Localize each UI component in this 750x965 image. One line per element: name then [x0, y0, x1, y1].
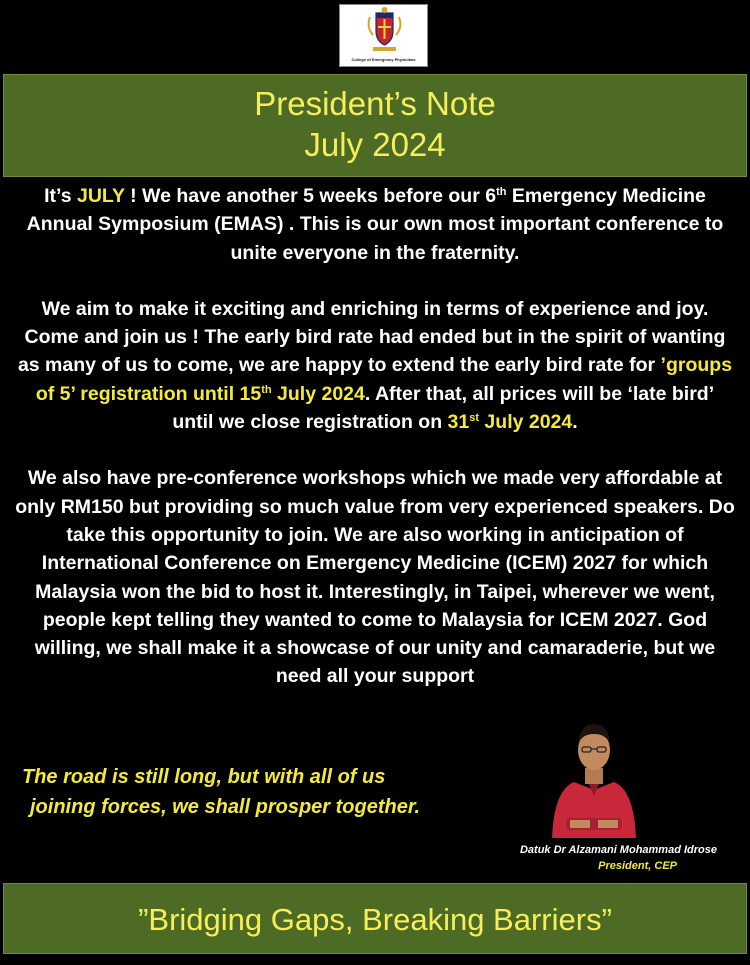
page-subtitle: July 2024: [304, 126, 446, 163]
closing-quote: [22, 762, 420, 822]
closing-line-1: The road is still long, but with all of us: [22, 766, 386, 788]
signature-role: President, CEP: [598, 860, 677, 872]
highlight-month: JULY: [77, 185, 125, 207]
logo-caption: College of Emergency Physicians: [351, 57, 416, 62]
signature-name: Datuk Dr Alzamani Mohammad Idrose: [519, 844, 717, 856]
footer-banner: [3, 883, 747, 954]
page-title: President’s Note: [254, 85, 496, 122]
note-body: [14, 182, 736, 719]
highlight-group-rate: ’groups of 5’ registration until 15th July 2024: [35, 354, 733, 405]
paragraph-1: It’s JULY ! We have another 5 weeks before our 6th Emergency Medicine Annual Symposium (EMAS) . This is our own most important conference to unite everyone in the fraternity.: [26, 185, 724, 264]
closing-line-2: joining forces, we shall prosper together.: [30, 796, 421, 818]
president-photo: [548, 720, 640, 838]
paragraph-3: We also have pre-conference workshops which we made very affordable at only RM150 but providing so much value from very experienced speakers. Do take this opportunity to join. We are also working in anticipation of International Conference on Emergency Medicine (ICEM) 2027 for which Malaysia won the bid to host it. Interestingly, in Taipei, wherever we went, people kept telling they wanted to come to Malaysia for ICEM 2027. God willing, we shall make it a showcase of our unity and camaraderie, but we need all your support: [15, 467, 735, 688]
crest-icon: [340, 5, 429, 57]
title-banner: [3, 74, 747, 177]
college-logo: [339, 4, 428, 67]
signature-block: [520, 842, 717, 874]
highlight-close-date: 31st July 2024: [447, 411, 573, 434]
footer-tagline: ”Bridging Gaps, Breaking Barriers”: [138, 902, 612, 937]
paragraph-2: We aim to make it exciting and enriching in terms of experience and joy. Come and join us ! The early bird rate had ended but in the spirit of wanting as many of us to come, we are happy to extend the early bird rate for ’groups of 5’ registration until 15th July 2024. After that, all prices will be ‘late bird’ until we close registration on 31st July 2024.: [17, 297, 733, 434]
